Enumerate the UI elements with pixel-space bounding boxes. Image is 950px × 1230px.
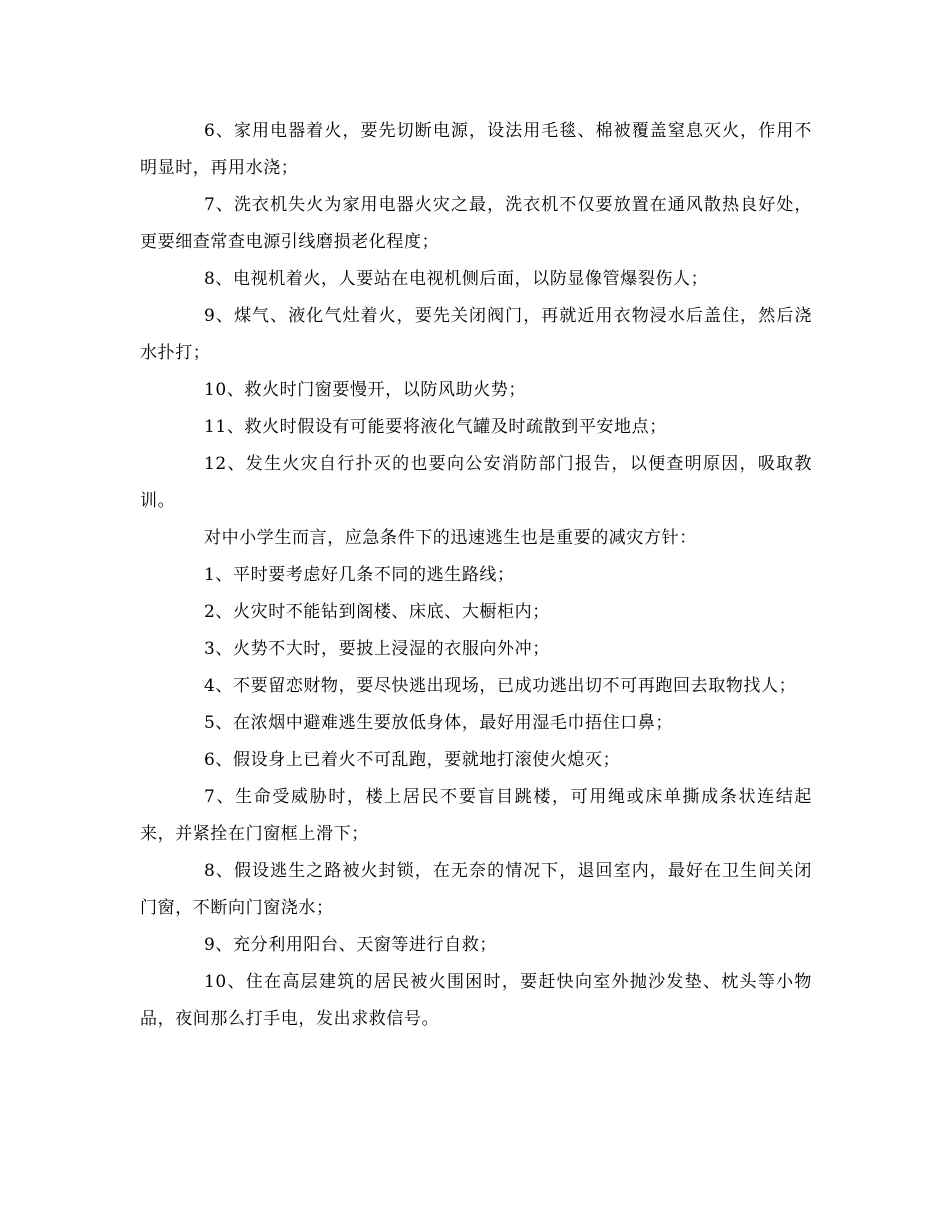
paragraph-wet-clothes: 3、火势不大时，要披上浸湿的衣服向外冲；: [204, 639, 550, 659]
paragraph-gas-stove-fire: 9、煤气、液化气灶着火，要先关闭阀门，再就近用衣物浸水后盖住，然后浇水扑打；: [140, 306, 812, 363]
paragraph-escape-routes: 1、平时要考虑好几条不同的逃生路线；: [204, 565, 515, 585]
paragraph-tv-fire: 8、电视机着火，人要站在电视机侧后面，以防显像管爆裂伤人；: [204, 269, 709, 289]
paragraph-washing-machine-fire: 7、洗衣机失火为家用电器火灾之最，洗衣机不仅要放置在通风散热良好处，更要细查常查电源引线磨损老化程度；: [140, 195, 812, 252]
paragraph-retreat-to-bathroom: 8、假设逃生之路被火封锁，在无奈的情况下，退回室内，最好在卫生间关闭门窗，不断向门窗浇水；: [140, 861, 812, 918]
paragraph-students-escape-intro: 对中小学生而言，应急条件下的迅速逃生也是重要的减灾方针：: [204, 528, 697, 548]
paragraph-household-appliance-fire: 6、家用电器着火，要先切断电源，设法用毛毯、棉被覆盖窒息灭火，作用不明显时，再用水浇；: [140, 121, 812, 178]
paragraph-high-rise-signals: 10、住在高层建筑的居民被火围困时，要赶快向室外抛沙发垫、枕头等小物品，夜间那么打手电，发出求救信号。: [140, 972, 812, 1029]
paragraph-leave-belongings: 4、不要留恋财物，要尽快逃出现场，已成功逃出切不可再跑回去取物找人；: [204, 676, 797, 696]
paragraph-do-not-hide: 2、火灾时不能钻到阁楼、床底、大橱柜内；: [204, 602, 550, 622]
paragraph-open-windows-slowly: 10、救火时门窗要慢开，以防风助火势；: [204, 380, 527, 400]
paragraph-no-jumping: 7、生命受威胁时，楼上居民不要盲目跳楼，可用绳或床单撕成条状连结起来，并紧拴在门窗框上滑下；: [140, 787, 812, 844]
paragraph-move-gas-tanks: 11、救火时假设有可能要将液化气罐及时疏散到平安地点；: [204, 417, 667, 437]
document-page: [140, 113, 812, 1038]
paragraph-use-balcony: 9、充分利用阳台、天窗等进行自救；: [204, 935, 498, 955]
paragraph-stay-low-in-smoke: 5、在浓烟中避难逃生要放低身体，最好用湿毛巾捂住口鼻；: [204, 713, 674, 733]
paragraph-report-fire: 12、发生火灾自行扑灭的也要向公安消防部门报告，以便查明原因，吸取教训。: [140, 454, 812, 511]
paragraph-roll-on-ground: 6、假设身上已着火不可乱跑，要就地打滚使火熄灭；: [204, 750, 621, 770]
